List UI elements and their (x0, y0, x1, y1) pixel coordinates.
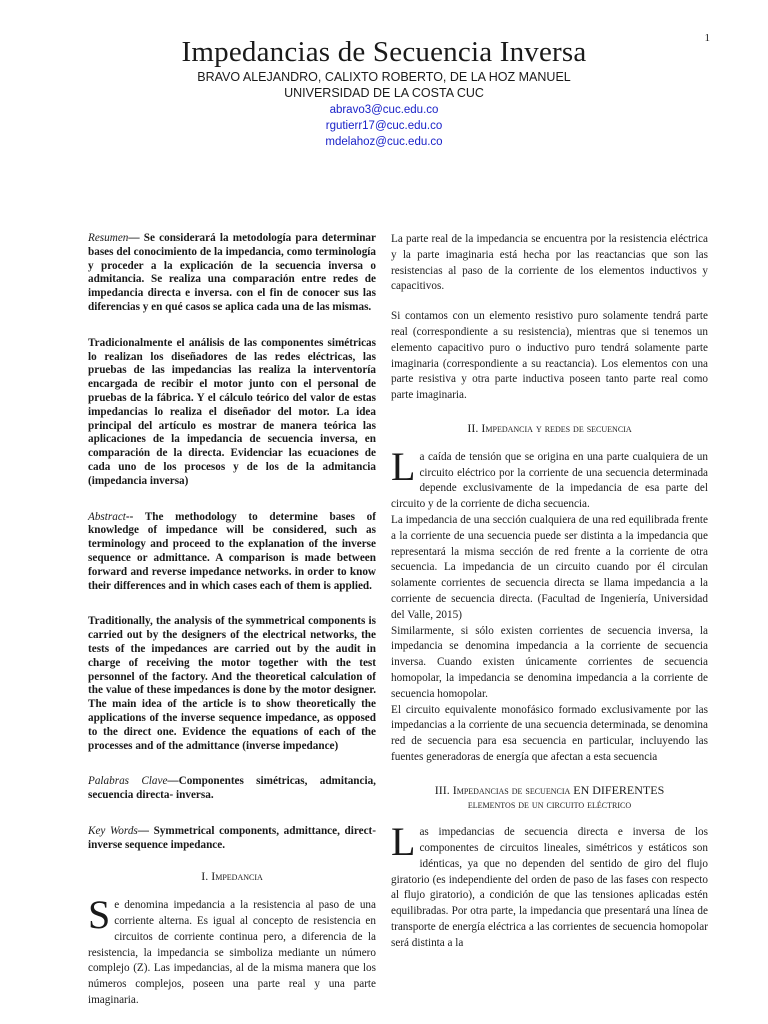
resumen-paragraph (88, 232, 376, 315)
section-3-heading-line-1: III. Impedancias de secuencia EN DIFERENTES (434, 782, 665, 797)
section-2-paragraph-3: Similarmente, si sólo existen corrientes de secuencia inversa, la impedancia se denomina impedancia a la corriente de secuencia inversa. Cuando existen únicamente corrientes de secuencia homopolar, la impedancia se denomina impedancia a la corriente de secuencia homopolar. (391, 624, 708, 700)
section-2-paragraph-1 (391, 443, 708, 513)
author-email[interactable]: rgutierr17@cuc.edu.co (325, 120, 443, 132)
section-2-paragraph-4: El circuito equivalente monofásico formado exclusivamente por las impedancias a la corriente de una secuencia determinada, se denomina red de secuencia para esa secuencia en particular, incluyendo las fuentes generadoras de energía que afectan a esta secuencia (391, 703, 708, 763)
paragraph-elements: Si contamos con un elemento resistivo puro solamente tendrá parte real (correspondiente a su resistencia), mientras que si tenemos un elemento capacitivo puro o inductivo puro tendrá solamente parte imaginaria (correspondiente a su reactancia). Los elementos con una parte resistiva y otra parte inductiva poseen tanto parte real como parte imaginaria. (391, 310, 708, 402)
key-words (88, 825, 376, 853)
paper-header (0, 36, 768, 150)
palabras-clave (88, 775, 376, 803)
section-3-heading-line-2: elementos de un circuito eléctrico (467, 796, 632, 811)
resumen-paragraph-2: Tradicionalmente el análisis de las componentes simétricas lo realizan los diseñadores de las redes eléctricas, las pruebas de las impedancias las realiza la interventoría encargada de recibir el motor junto con el personal de pruebas de la fábrica. Y el cálculo teórico del valor de estas impedancias lo realiza el diseñador del motor. La idea principal del artículo es mostrar de manera teórica las aplicaciones de la impedancia de secuencia inversa, en comparación de la directa. Evidenciar las ecuaciones de cada uno de los procesos y de los de la admitancia (impedancia inversa) (88, 336, 376, 487)
section-3-paragraph (391, 819, 708, 951)
section-1-paragraph (88, 892, 376, 1009)
page-number: 1 (704, 32, 710, 44)
paragraph-real-part: La parte real de la impedancia se encuentra por la resistencia eléctrica y la parte imaginaria está hecha por las reactancias que son las resistencias al paso de la corriente de los elementos inductivos y capacitivos. (391, 233, 708, 293)
paper-title: Impedancias de Secuencia Inversa (181, 36, 587, 68)
abstract-label: Abstract (88, 510, 126, 523)
email-list (0, 102, 768, 150)
section-3-text: as impedancias de secuencia directa e inversa de los componentes de circuitos lineales, simétricos y estáticos son idénticas, ya que no dependen del sentido de giro del flujo giratorio (es independiente del orden de paso de las fases con respecto al flujo giratorio), a condición de que las tensiones aplicadas estén equilibradas. Por otra parte, la impedancia que presentará una línea de transporte de energía eléctrica a las corrientes de secuencia homopolar será distinta a la (391, 826, 708, 949)
resumen-text: — Se considerará la metodología para determinar bases del conocimiento de la impedancia, como terminología y proceder a la explicación de la secuencia inversa o admitancia. Se realiza una comparación entre redes de impedancia directa e inversa. con el fin de conocer sus las diferencias y en qué casos se aplica cada una de las mismas. (88, 232, 376, 313)
abstract-text: -- The methodology to determine bases of knowledge of impedance will be considered, such as terminology and proceed to the explanation of the inverse sequence or admittance. A comparison is made between forward and reverse impedance networks. in order to know their differences and in which cases each of them is applied. (88, 510, 376, 592)
affiliation: UNIVERSIDAD DE LA COSTA CUC (284, 86, 484, 100)
left-column (88, 232, 376, 1009)
drop-cap: L (391, 443, 416, 489)
keywords-label: Key Words (88, 824, 138, 837)
abstract-paragraph (88, 511, 376, 594)
right-column (391, 232, 708, 952)
section-heading-3 (391, 784, 708, 812)
section-heading-1: I. Impedancia (201, 869, 263, 884)
author-email[interactable]: abravo3@cuc.edu.co (329, 104, 439, 116)
palabras-text: —Componentes simétricas, admitancia, secuencia directa- inversa. (88, 775, 376, 802)
drop-cap: L (391, 819, 416, 865)
author-list: BRAVO ALEJANDRO, CALIXTO ROBERTO, DE LA HOZ MANUEL (197, 70, 571, 84)
resumen-label: Resumen (88, 232, 129, 244)
section-2-text: a caída de tensión que se origina en una parte cualquiera de un circuito eléctrico por la corriente de una secuencia determinada depende exclusivamente de la impedancia de esa parte del circuito y de la corriente de dicha secuencia. (391, 450, 708, 511)
author-email[interactable]: mdelahoz@cuc.edu.co (325, 136, 443, 148)
section-1-text: e denomina impedancia a la resistencia al paso de una corriente alterna. Es igual al concepto de resistencia en circuitos de corriente continua pero, a diferencia de la resistencia, la impedancia se simboliza mediante un número complejo (Z). Las impedancias, al de la misma manera que los números complejos, poseen una parte real y una parte imaginaria. (88, 899, 376, 1007)
palabras-label: Palabras Clave (88, 775, 168, 788)
section-heading-2: II. Impedancia y redes de secuencia (467, 420, 632, 435)
keywords-text: — Symmetrical components, admittance, direct-inverse sequence impedance. (88, 824, 376, 851)
section-2-paragraph-2: La impedancia de una sección cualquiera de una red equilibrada frente a la corriente de una secuencia puede ser distinta a la impedancia que representará la misma sección de red frente a la corriente de otra secuencia. La impedancia de un circuito cuando por él circulan solamente corrientes de secuencia directa se llama impedancia a la corriente de secuencia directa. (Facultad de Ingeniería, Universidad del Valle, 2015) (391, 513, 708, 621)
abstract-paragraph-2: Traditionally, the analysis of the symmetrical components is carried out by the designers of the electrical networks, the tests of the impedances are carried out by the audit in charge of receiving the motor together with the test personnel of the factory. And the theoretical calculation of the value of these impedances is done by the motor designer. The main idea of the article is to show theoretically the applications of the inverse sequence impedance, as opposed to the direct one. Evidence the equations of each of the processes and of the admittance (inverse impedance) (88, 615, 376, 752)
drop-cap: S (88, 892, 111, 938)
